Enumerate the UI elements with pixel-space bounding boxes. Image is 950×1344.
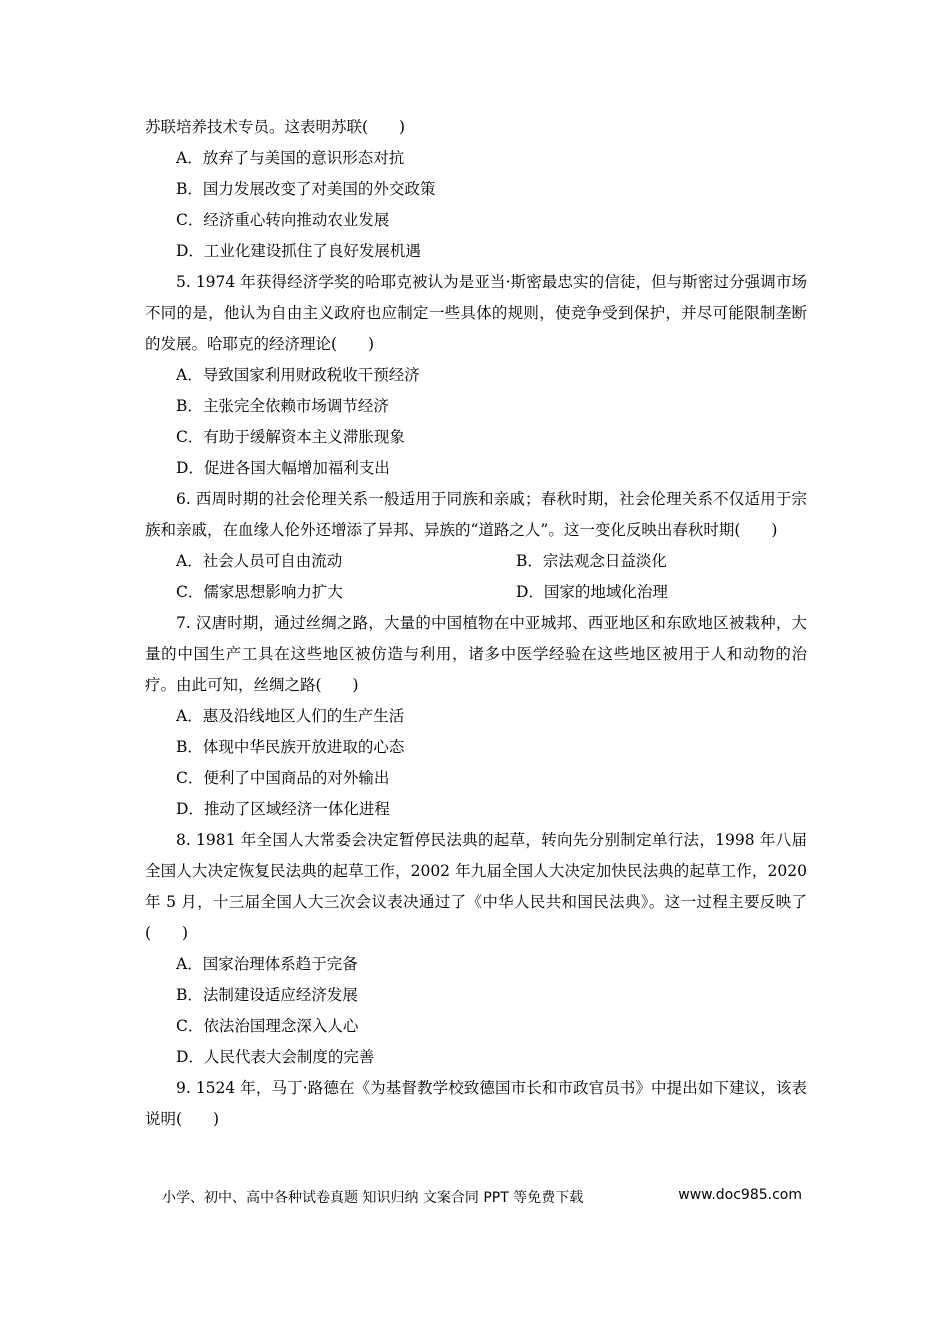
option-b: B．宗法观念日益淡化	[516, 552, 667, 570]
footer-text: 小学、初中、高中各种试卷真题 知识归纳 文案合同 PPT 等免费下载	[162, 1190, 584, 1206]
question-7-stem: 7. 汉唐时期，通过丝绸之路，大量的中国植物在中亚城邦、西亚地区和东欧地区被栽种，大量的中国生产工具在这些地区被仿造与利用，诸多中医学经验在这些地区被用于人和动物的治疗。由此可知，丝绸之路( )	[145, 614, 807, 694]
option-d: D．工业化建设抓住了良好发展机遇	[176, 242, 421, 260]
question-9-stem: 9. 1524 年，马丁·路德在《为基督教学校致德国市长和市政官员书》中提出如下建议，该表说明( )	[145, 1079, 807, 1128]
option-c: C．经济重心转向推动农业发展	[176, 211, 390, 229]
question-5-stem: 5. 1974 年获得经济学奖的哈耶克被认为是亚当·斯密最忠实的信徒，但与斯密过分强调市场不同的是，他认为自由主义政府也应制定一些具体的规则，使竞争受到保护，并尽可能限制垄断的发展。哈耶克的经济理论( )	[145, 273, 807, 353]
question-7-options	[145, 701, 807, 825]
option-a: A．放弃了与美国的意识形态对抗	[176, 149, 405, 167]
option-b: B．主张完全依赖市场调节经济	[176, 397, 389, 415]
question-4-options	[145, 143, 807, 267]
option-c: C．便利了中国商品的对外输出	[176, 769, 390, 787]
page-footer	[162, 1187, 802, 1207]
footer-url[interactable]: www.doc985.com	[678, 1187, 802, 1203]
option-c: C．有助于缓解资本主义滞胀现象	[176, 428, 405, 446]
option-a: A．导致国家利用财政税收干预经济	[176, 366, 420, 384]
option-d: D．促进各国大幅增加福利支出	[176, 459, 390, 477]
question-5-options	[145, 360, 807, 484]
option-b: B．体现中华民族开放进取的心态	[176, 738, 405, 756]
option-d: D．人民代表大会制度的完善	[176, 1048, 375, 1066]
option-row	[145, 546, 807, 577]
option-a: A．社会人员可自由流动	[176, 552, 343, 570]
question-6-stem: 6. 西周时期的社会伦理关系一般适用于同族和亲戚；春秋时期，社会伦理关系不仅适用于宗族和亲戚，在血缘人伦外还增添了异邦、异族的“道路之人”。这一变化反映出春秋时期( )	[145, 490, 807, 539]
option-c: C．依法治国理念深入人心	[176, 1017, 359, 1035]
question-8-options	[145, 949, 807, 1073]
question-8-stem: 8. 1981 年全国人大常委会决定暂停民法典的起草，转向先分别制定单行法，1998 年八届全国人大决定恢复民法典的起草工作，2002 年九届全国人大决定加快民法典的起草工作，2020 年 5 月，十三届全国人大三次会议表决通过了《中华人民共和国民法典》。这一过程主要反映了( )	[145, 831, 807, 942]
option-b: B．法制建设适应经济发展	[176, 986, 358, 1004]
option-a: A．国家治理体系趋于完备	[176, 955, 358, 973]
question-4-tail: 苏联培养技术专员。这表明苏联( )	[145, 118, 406, 136]
question-6-options	[145, 546, 807, 608]
option-d: D．国家的地域化治理	[516, 583, 668, 601]
option-b: B．国力发展改变了对美国的外交政策	[176, 180, 436, 198]
option-a: A．惠及沿线地区人们的生产生活	[176, 707, 405, 725]
option-d: D．推动了区域经济一体化进程	[176, 800, 390, 818]
exam-page	[145, 112, 807, 1135]
option-row	[145, 577, 807, 608]
option-c: C．儒家思想影响力扩大	[176, 583, 343, 601]
